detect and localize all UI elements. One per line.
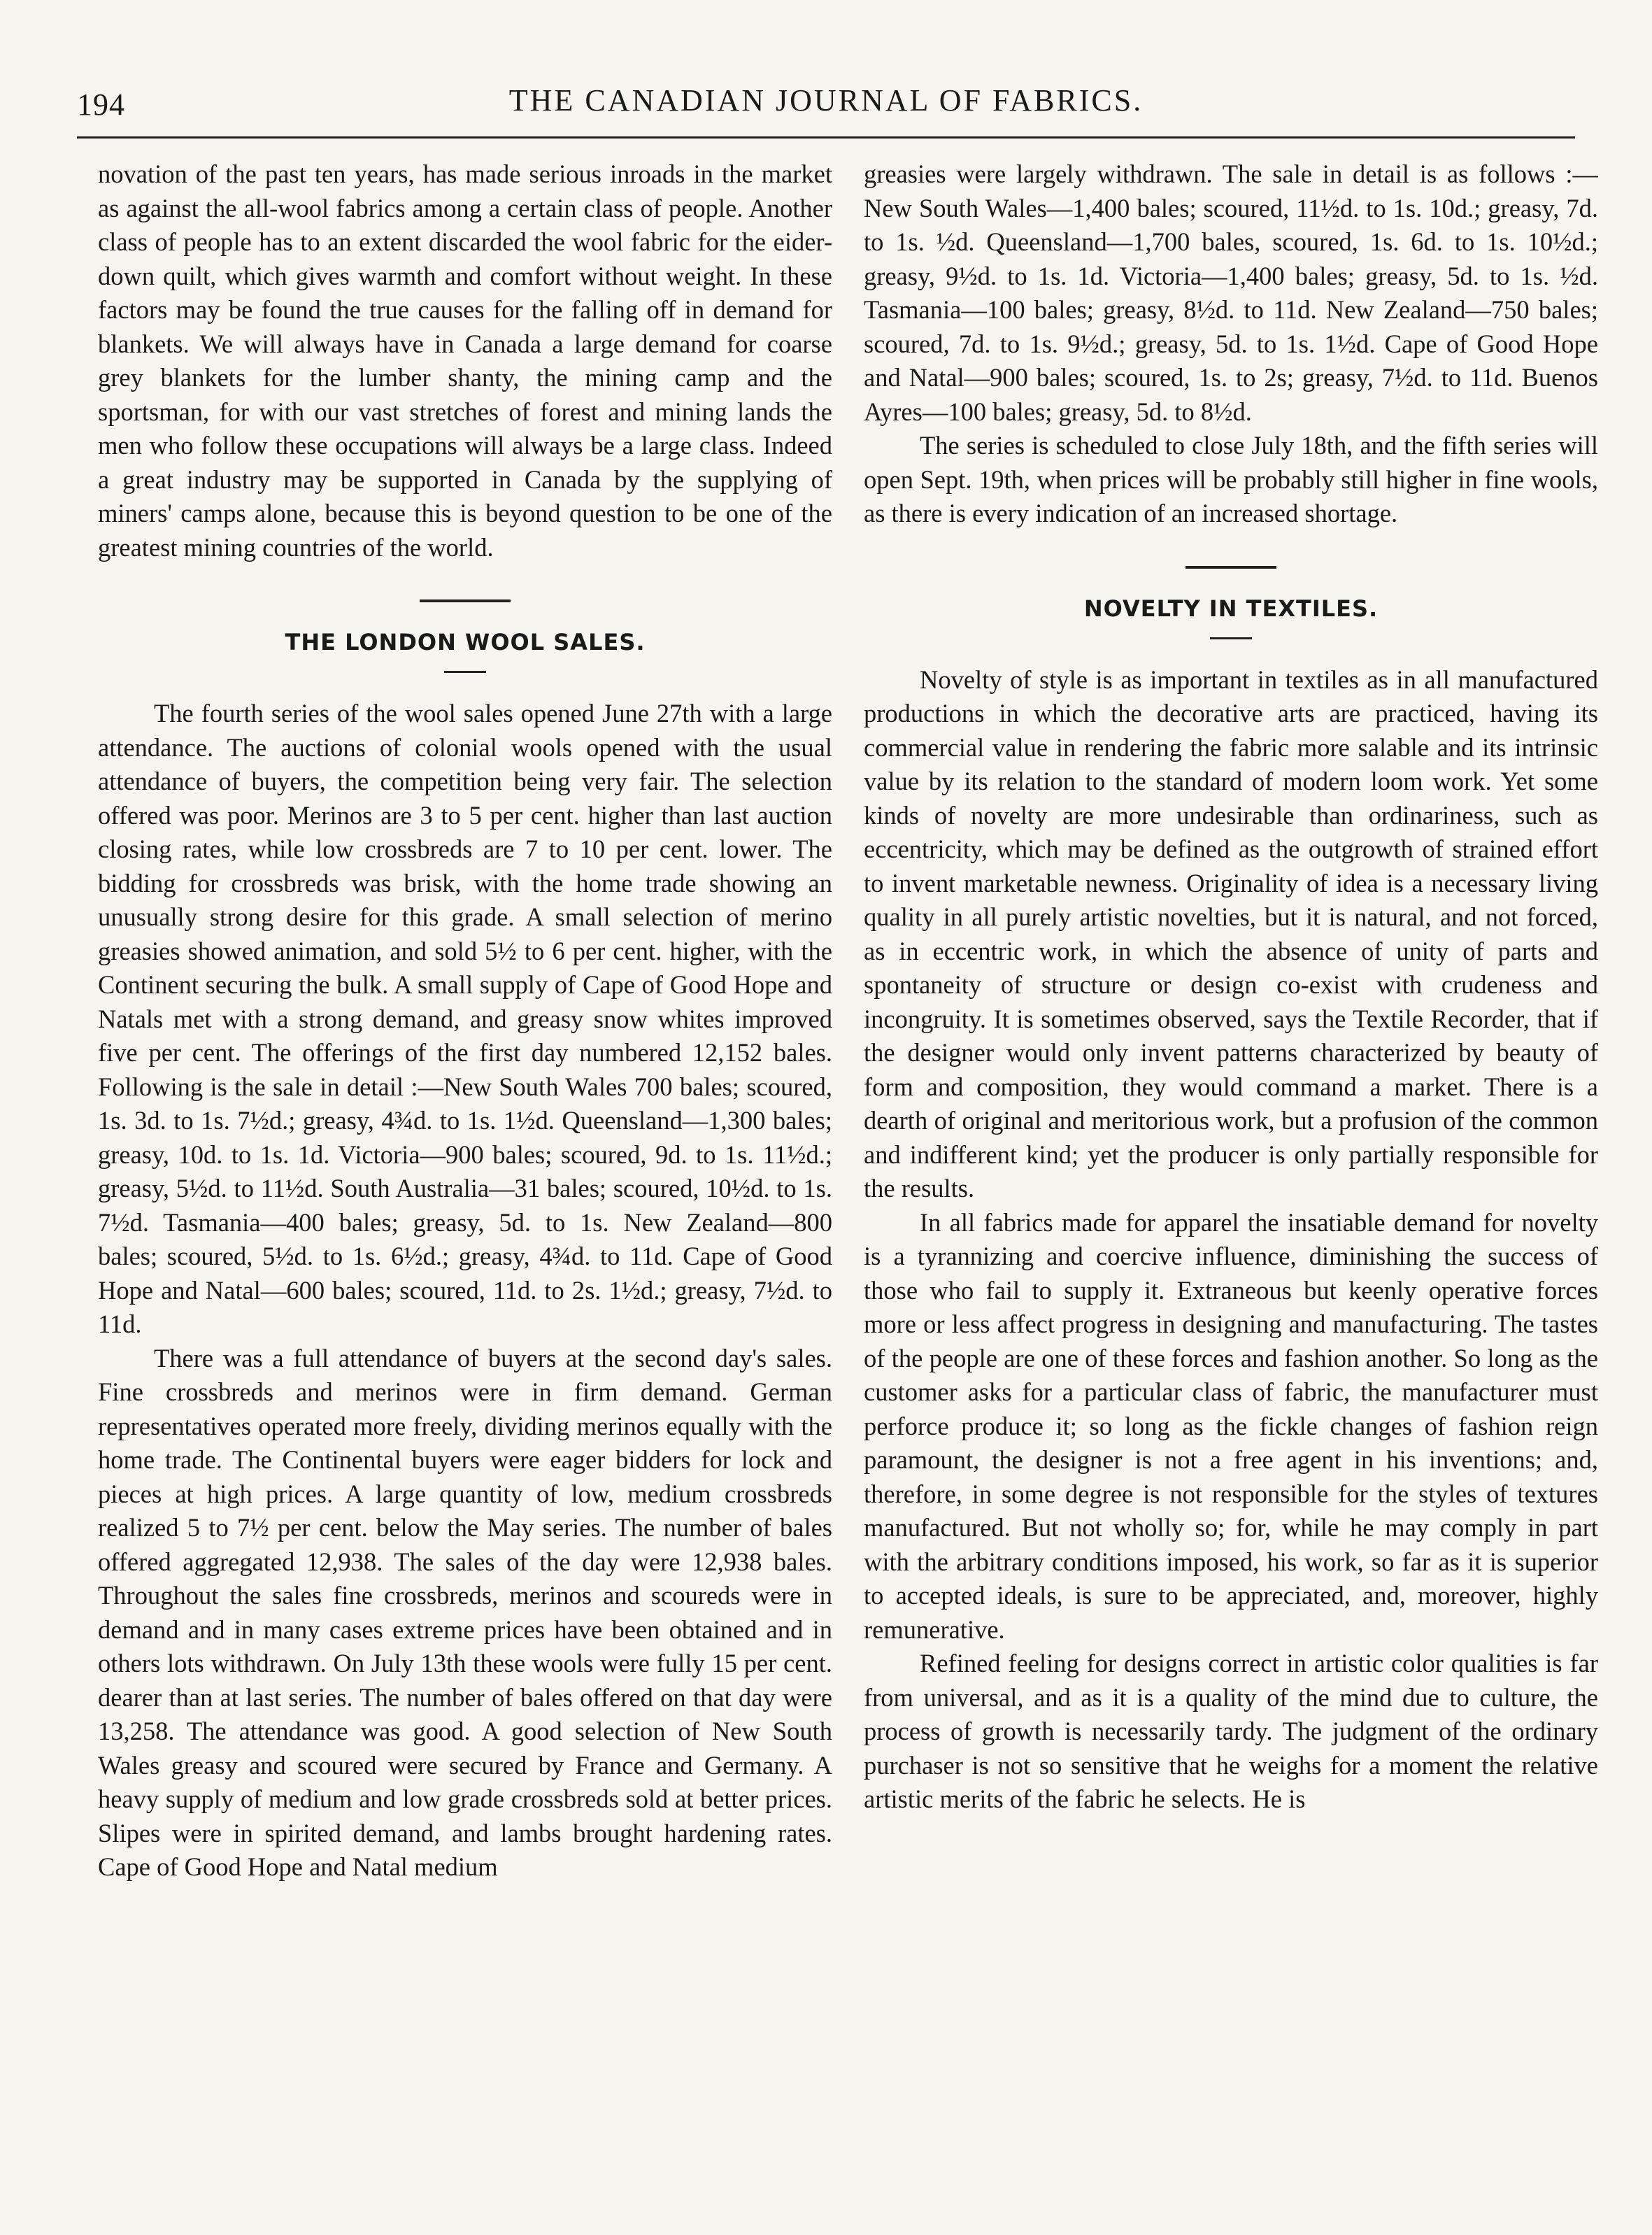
article-paragraph: Refined feeling for designs correct in artistic color qualities is far from universal, and as it is a quality of the mind due to culture, the process of growth is necessarily tardy. The judgment of the ordinary purchaser is not so sensitive that he weighs for a moment the relative artistic merits of the fabric he selects. He is [864,1649,1598,1813]
article-paragraph: Novelty of style is as important in textiles as in all manufactured productions in which the decorative arts are practiced, having its commercial value in rendering the fabric more salable and its intrinsic value by its relation to the standard of modern loom work. Yet some kinds of novelty are more undesirable than ordinariness, such as eccentricity, which may be defined as the outgrowth of strained effort to invent marketable newness. Originality of idea is a necessary living quality in all purely artistic novelties, but it is natural, and not forced, as in eccentric work, in which the absence of unity of parts and spontaneity of structure or design co-exist with crudeness and incongruity. It is sometimes observed, says the Textile Recorder, that if the designer would only invent patterns characterized by beauty of form and composition, they would command a market. There is a dearth of original and meritorious work, but a profusion of the common and indifferent kind; yet the producer is only partially responsible for the results. [864,665,1598,1202]
page-header [77,83,1575,132]
page-number: 194 [77,87,125,122]
header-rule [77,136,1575,139]
title-underline [1210,637,1252,639]
section-title-london-wool-sales: THE LONDON WOOL SALES. [285,629,646,655]
section-divider [420,599,511,602]
left-column [98,157,832,2186]
article-paragraph: In all fabrics made for apparel the insatiable demand for novelty is a tyrannizing and coercive influence, diminishing the success of those who fail to supply it. Extraneous but keenly operative forces more or less affect progress in designing and manufacturing. The tastes of the people are one of these forces and fashion another. So long as the customer asks for a particular class of fabric, the manufacturer must perforce produce it; so long as the fickle changes of fashion reign paramount, the designer is not a free agent in his inventions; and, therefore, in some degree is not responsible for the styles of textures manufactured. But not wholly so; for, while he may comply in part with the arbitrary conditions imposed, his work, so far as it is superior to accepted ideals, is sure to be appreciated, and, moreover, highly remunerative. [864,1207,1598,1644]
right-column [864,157,1598,2186]
opening-paragraph: novation of the past ten years, has made serious inroads in the market as against the all-wool fabrics among a certain class of people. Another class of people has to an extent discarded the wool fabric for the eider-down quilt, which gives warmth and comfort without weight. In these factors may be found the true causes for the falling off in demand for blankets. We will always have in Canada a large demand for coarse grey blankets for the lumber shanty, the mining camp and the sportsman, for with our vast stretches of forest and mining lands the men who follow these occupations will always be a large class. Indeed a great industry may be supported in Canada by the supplying of miners' camps alone, because this is beyond question to be one of the greatest mining countries of the world. [98,159,832,562]
article-paragraph: The fourth series of the wool sales opened June 27th with a large attendance. The auctions of colonial wools opened with the usual attendance of buyers, the competition being very fair. The selection offered was poor. Merinos are 3 to 5 per cent. higher than last auction closing rates, while low crossbreds are 7 to 10 per cent. lower. The bidding for crossbreds was brisk, with the home trade showing an unusually strong desire for this grade. A small selection of merino greasies showed animation, and sold 5½ to 6 per cent. higher, with the Continent securing the bulk. A small supply of Cape of Good Hope and Natals met with a strong demand, and greasy snow whites improved five per cent. The offerings of the first day numbered 12,152 bales. Following is the sale in detail :—New South Wales 700 bales; scoured, 1s. 3d. to 1s. 7½d.; greasy, 4¾d. to 1s. 1½d. Queensland—1,300 bales; greasy, 10d. to 1s. 1d. Victoria—900 bales; scoured, 9d. to 1s. 11½d.; greasy, 5½d. to 11½d. South Australia—31 bales; scoured, 10½d. to 1s. 7½d. Tasmania—400 bales; greasy, 5d. to 1s. New Zealand—800 bales; scoured, 5½d. to 1s. 6½d.; greasy, 4¾d. to 11d. Cape of Good Hope and Natal—600 bales; scoured, 11d. to 2s. 1½d.; greasy, 7½d. to 11d. [98,699,832,1338]
title-underline [444,671,486,673]
continuation-paragraph: greasies were largely withdrawn. The sale in detail is as follows :—New South Wales—1,400 bales; scoured, 11½d. to 1s. 10d.; greasy, 7d. to 1s. ½d. Queensland—1,700 bales, scoured, 1s. 6d. to 1s. 10½d.; greasy, 9½d. to 1s. 1d. Victoria—1,400 bales; greasy, 5d. to 1s. ½d. Tasmania—100 bales; greasy, 8½d. to 11d. New Zealand—750 bales; scoured, 7d. to 1s. 9½d.; greasy, 5d. to 1s. 1½d. Cape of Good Hope and Natal—900 bales; scoured, 1s. to 2s; greasy, 7½d. to 11d. Buenos Ayres—100 bales; greasy, 5d. to 8½d. [864,159,1598,426]
section-divider [1185,566,1276,569]
closing-paragraph: The series is scheduled to close July 18th, and the fifth series will open Sept. 19th, when prices will be probably still higher in fine wools, as there is every indication of an increased shortage. [864,431,1598,527]
running-title: THE CANADIAN JOURNAL OF FABRICS. [508,83,1144,118]
article-paragraph: There was a full attendance of buyers at the second day's sales. Fine crossbreds and merinos were in firm demand. German representatives operated more freely, dividing merinos equally with the home trade. The Continental buyers were eager bidders for lock and pieces at high prices. A large quantity of low, medium crossbreds realized 5 to 7½ per cent. below the May series. The number of bales offered aggregated 12,938. The sales of the day were 12,938 bales. Throughout the sales fine crossbreds, merinos and scoureds were in demand and in many cases extreme prices have been obtained and in others lots withdrawn. On July 13th these wools were fully 15 per cent. dearer than at last series. The number of bales offered on that day were 13,258. The attendance was good. A good selection of New South Wales greasy and scoured were secured by France and Germany. A heavy supply of medium and low grade crossbreds sold at better prices. Slipes were in spirited demand, and lambs brought hardening rates. Cape of Good Hope and Natal medium [98,1343,832,1881]
section-title-novelty-in-textiles: NOVELTY IN TEXTILES. [1083,595,1379,622]
